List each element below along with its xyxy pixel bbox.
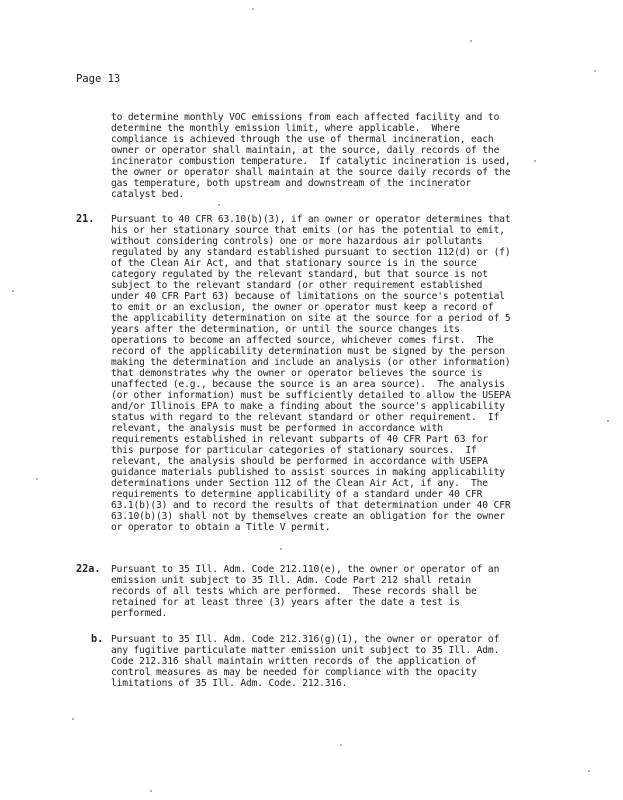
text-line: under 40 CFR Part 63) because of limitations on the source's potential: [111, 291, 505, 302]
text-line: making the determination and include an analysis (or other information): [111, 357, 511, 368]
text-line: of the Clean Air Act, and that stationary source is in the source: [111, 258, 477, 269]
text-line: to determine monthly VOC emissions from each affected facility and to: [111, 112, 500, 123]
paragraph-number: 22a.: [76, 564, 101, 575]
text-line: emission unit subject to 35 Ill. Adm. Code Part 212 shall retain: [111, 575, 472, 586]
scan-speck: [340, 744, 342, 746]
scan-speck: [594, 70, 596, 72]
text-line: (or other information) must be sufficiently detailed to allow the USEPA: [111, 390, 511, 401]
scan-speck: [280, 548, 282, 550]
text-line: catalyst bed.: [111, 189, 185, 200]
text-line: his or her stationary source that emits (or has the potential to emit,: [111, 225, 505, 236]
text-line: record of the applicability determination must be signed by the person: [111, 346, 505, 357]
text-line: incinerator combustion temperature. If catalytic incineration is used,: [111, 156, 511, 167]
text-line: compliance is achieved through the use of thermal incineration, each: [111, 134, 494, 145]
paragraph-number: 21.: [76, 214, 95, 225]
scan-speck: [12, 290, 14, 292]
text-line: subject to the relevant standard (or other requirement established: [111, 280, 483, 291]
text-line: requirements to determine applicability of a standard under 40 CFR: [111, 489, 483, 500]
text-line: 63.10(b)(3) shall not by themselves create an obligation for the owner: [111, 511, 505, 522]
text-line: Pursuant to 40 CFR 63.10(b)(3), if an owner or operator determines that: [111, 214, 511, 225]
text-line: status with regard to the relevant standard or other requirement. If: [111, 412, 500, 423]
text-line: owner or operator shall maintain, at the source, daily records of the: [111, 145, 500, 156]
scan-speck: [607, 420, 609, 422]
scan-speck: [150, 790, 152, 792]
text-line: gas temperature, both upstream and downstream of the incinerator: [111, 178, 472, 189]
page-number: Page 13: [76, 73, 121, 85]
text-line: operations to become an affected source, whichever comes first. The: [111, 335, 494, 346]
text-line: the owner or operator shall maintain at the source daily records of the: [111, 167, 511, 178]
text-line: that demonstrates why the owner or operator believes the source is: [111, 368, 483, 379]
scan-speck: [588, 770, 590, 772]
text-line: determinations under Section 112 of the Clean Air Act, if any. The: [111, 478, 488, 489]
text-line: 63.1(b)(3) and to record the results of that determination under 40 CFR: [111, 500, 511, 511]
text-line: Pursuant to 35 Ill. Adm. Code 212.316(g)(1), the owner or operator of: [111, 634, 500, 645]
scan-speck: [534, 160, 536, 162]
text-line: any fugitive particulate matter emission unit subject to 35 Ill. Adm.: [111, 645, 500, 656]
text-line: category regulated by the relevant standard, but that source is not: [111, 269, 488, 280]
scan-speck: [252, 8, 254, 10]
text-line: retained for at least three (3) years after the date a test is: [111, 597, 460, 608]
text-line: unaffected (e.g., because the source is an area source). The analysis: [111, 379, 505, 390]
text-line: Pursuant to 35 Ill. Adm. Code 212.110(e), the owner or operator of an: [111, 564, 500, 575]
text-line: requirements established in relevant subparts of 40 CFR Part 63 for: [111, 434, 488, 445]
text-line: or operator to obtain a Title V permit.: [111, 522, 331, 533]
scan-speck: [36, 478, 38, 480]
text-line: Code 212.316 shall maintain written records of the application of: [111, 656, 477, 667]
text-line: records of all tests which are performed. These records shall be: [111, 586, 477, 597]
text-line: determine the monthly emission limit, where applicable. Where: [111, 123, 460, 134]
text-line: limitations of 35 Ill. Adm. Code. 212.316.: [111, 678, 348, 689]
scan-speck: [72, 718, 74, 720]
scan-speck: [470, 40, 472, 42]
text-line: performed.: [111, 608, 168, 619]
text-line: relevant, the analysis must be performed in accordance with: [111, 423, 443, 434]
text-line: control measures as may be needed for compliance with the opacity: [111, 667, 477, 678]
text-line: relevant, the analysis should be performed in accordance with USEPA: [111, 456, 488, 467]
text-line: the applicability determination on site at the source for a period of 5: [111, 313, 511, 324]
text-line: regulated by any standard established pursuant to section 112(d) or (f): [111, 247, 511, 258]
scan-speck: [218, 204, 220, 206]
text-line: this purpose for particular categories of stationary sources. If: [111, 445, 477, 456]
text-line: years after the determination, or until the source changes its: [111, 324, 460, 335]
paragraph-number: b.: [91, 634, 104, 645]
text-line: and/or Illinois EPA to make a finding about the source's applicability: [111, 401, 505, 412]
text-line: without considering controls) one or more hazardous air pollutants: [111, 236, 483, 247]
text-line: to emit or an exclusion, the owner or operator must keep a record of: [111, 302, 494, 313]
text-line: guidance materials published to assist sources in making applicability: [111, 467, 505, 478]
